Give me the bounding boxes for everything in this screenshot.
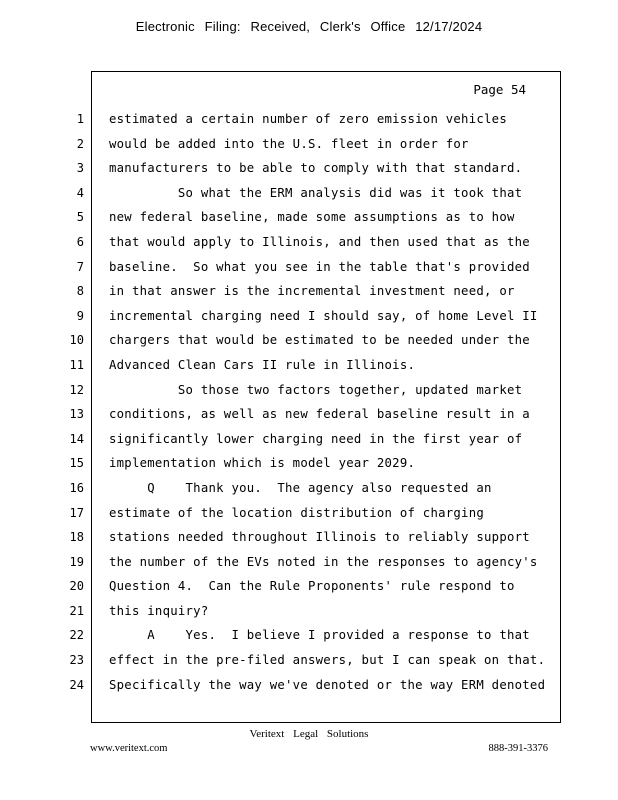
footer-phone: 888-391-3376 [488, 743, 548, 754]
page-number: Page 54 [473, 82, 526, 97]
transcript-line: that would apply to Illinois, and then used that as the [109, 234, 530, 249]
line-number: 6 [76, 234, 84, 249]
transcript-line: Specifically the way we've denoted or the way ERM denoted [109, 677, 546, 692]
line-number: 18 [69, 530, 84, 545]
transcript-line: So those two factors together, updated market [109, 382, 523, 397]
line-number: 16 [69, 480, 84, 495]
transcript-line: in that answer is the incremental investment need, or [109, 284, 515, 299]
transcript-line: Advanced Clean Cars II rule in Illinois. [109, 357, 416, 372]
line-number: 2 [76, 136, 84, 151]
transcript-line: significantly lower charging need in the first year of [109, 431, 523, 446]
line-number: 14 [69, 431, 84, 446]
footer-website: www.veritext.com [90, 743, 168, 754]
transcript-line: conditions, as well as new federal baseline result in a [109, 407, 530, 422]
line-number: 11 [69, 357, 84, 372]
transcript-line: A Yes. I believe I provided a response to that [109, 628, 530, 643]
transcript-line: effect in the pre-filed answers, but I can speak on that. [109, 653, 546, 668]
transcript-line: Question 4. Can the Rule Proponents' rule respond to [109, 579, 515, 594]
transcript-line: would be added into the U.S. fleet in order for [109, 136, 469, 151]
transcript-line: incremental charging need I should say, of home Level II [109, 308, 538, 323]
line-number-column [64, 109, 84, 699]
transcript-line: the number of the EVs noted in the responses to agency's [109, 554, 538, 569]
transcript-text [109, 109, 549, 699]
line-number: 1 [76, 112, 84, 126]
transcript-line: this inquiry? [109, 603, 209, 618]
line-number: 23 [69, 653, 84, 668]
line-number: 15 [69, 456, 84, 471]
transcript-line: implementation which is model year 2029. [109, 456, 416, 471]
transcript-line: So what the ERM analysis did was it took that [109, 185, 523, 200]
line-number: 12 [69, 382, 84, 397]
line-number: 24 [69, 677, 84, 692]
line-number: 5 [76, 210, 84, 225]
transcript-line: new federal baseline, made some assumptions as to how [109, 210, 515, 225]
line-number: 13 [69, 407, 84, 422]
line-number: 4 [76, 185, 84, 200]
transcript-line: chargers that would be estimated to be needed under the [109, 333, 530, 348]
line-number: 22 [69, 628, 84, 643]
line-number: 21 [69, 603, 84, 618]
footer-company: Veritext Legal Solutions [249, 728, 369, 740]
filing-stamp-header: Electronic Filing: Received, Clerk's Office 12/17/2024 [135, 19, 483, 34]
line-number: 9 [76, 308, 84, 323]
transcript-line: estimated a certain number of zero emission vehicles [109, 112, 507, 126]
line-number: 3 [76, 161, 84, 176]
transcript-line: baseline. So what you see in the table that's provided [109, 259, 530, 274]
line-number: 10 [69, 333, 84, 348]
line-number: 17 [69, 505, 84, 520]
line-number: 8 [76, 284, 84, 299]
transcript-line: manufacturers to be able to comply with that standard. [109, 161, 523, 176]
line-number: 19 [69, 554, 84, 569]
transcript-line: estimate of the location distribution of charging [109, 505, 485, 520]
transcript-line: stations needed throughout Illinois to reliably support [109, 530, 530, 545]
line-number: 20 [69, 579, 84, 594]
transcript-line: Q Thank you. The agency also requested an [109, 480, 492, 495]
line-number: 7 [76, 259, 84, 274]
